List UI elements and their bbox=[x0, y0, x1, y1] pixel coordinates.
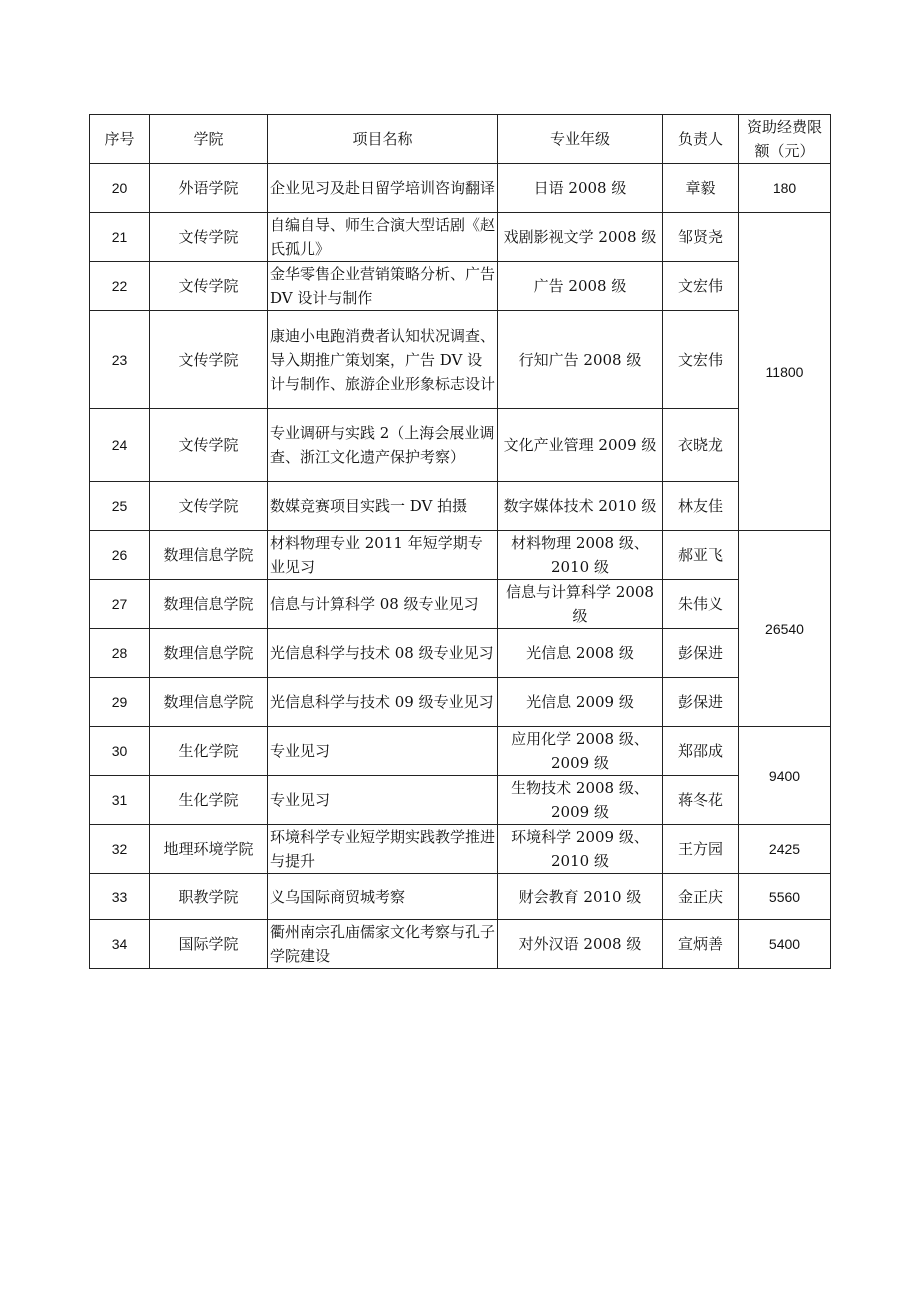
cell-major: 环境科学 2009 级、2010 级 bbox=[498, 825, 663, 874]
cell-major: 应用化学 2008 级、2009 级 bbox=[498, 727, 663, 776]
cell-project: 义乌国际商贸城考察 bbox=[268, 874, 498, 920]
cell-college: 文传学院 bbox=[150, 482, 268, 531]
table-row bbox=[90, 262, 831, 311]
table-row bbox=[90, 213, 831, 262]
cell-college: 国际学院 bbox=[150, 920, 268, 969]
cell-project: 材料物理专业 2011 年短学期专业见习 bbox=[268, 531, 498, 580]
cell-major: 光信息 2009 级 bbox=[498, 678, 663, 727]
cell-major: 信息与计算科学 2008 级 bbox=[498, 580, 663, 629]
cell-no: 29 bbox=[90, 678, 150, 727]
cell-major: 对外汉语 2008 级 bbox=[498, 920, 663, 969]
header-funding: 资助经费限额（元） bbox=[739, 115, 831, 164]
cell-leader: 章毅 bbox=[663, 164, 739, 213]
table-row bbox=[90, 678, 831, 727]
cell-no: 26 bbox=[90, 531, 150, 580]
cell-college: 职教学院 bbox=[150, 874, 268, 920]
table-row bbox=[90, 531, 831, 580]
cell-funding: 5400 bbox=[739, 920, 831, 969]
cell-project: 专业见习 bbox=[268, 727, 498, 776]
table-row bbox=[90, 727, 831, 776]
cell-project: 专业见习 bbox=[268, 776, 498, 825]
cell-project: 金华零售企业营销策略分析、广告 DV 设计与制作 bbox=[268, 262, 498, 311]
header-leader: 负责人 bbox=[663, 115, 739, 164]
cell-no: 22 bbox=[90, 262, 150, 311]
cell-leader: 金正庆 bbox=[663, 874, 739, 920]
cell-funding: 2425 bbox=[739, 825, 831, 874]
table-row bbox=[90, 580, 831, 629]
cell-project: 光信息科学与技术 09 级专业见习 bbox=[268, 678, 498, 727]
cell-major: 光信息 2008 级 bbox=[498, 629, 663, 678]
funding-table bbox=[89, 114, 831, 969]
cell-project: 环境科学专业短学期实践教学推进与提升 bbox=[268, 825, 498, 874]
cell-leader: 邹贤尧 bbox=[663, 213, 739, 262]
table-row bbox=[90, 164, 831, 213]
cell-major: 广告 2008 级 bbox=[498, 262, 663, 311]
cell-funding: 5560 bbox=[739, 874, 831, 920]
cell-college: 数理信息学院 bbox=[150, 531, 268, 580]
cell-no: 21 bbox=[90, 213, 150, 262]
cell-college: 文传学院 bbox=[150, 213, 268, 262]
cell-leader: 衣晓龙 bbox=[663, 409, 739, 482]
cell-leader: 文宏伟 bbox=[663, 262, 739, 311]
cell-project: 信息与计算科学 08 级专业见习 bbox=[268, 580, 498, 629]
cell-funding: 180 bbox=[739, 164, 831, 213]
header-project: 项目名称 bbox=[268, 115, 498, 164]
table-row bbox=[90, 409, 831, 482]
cell-no: 25 bbox=[90, 482, 150, 531]
cell-no: 31 bbox=[90, 776, 150, 825]
cell-funding: 9400 bbox=[739, 727, 831, 825]
cell-project: 专业调研与实践 2（上海会展业调查、浙江文化遗产保护考察） bbox=[268, 409, 498, 482]
cell-college: 文传学院 bbox=[150, 262, 268, 311]
cell-major: 财会教育 2010 级 bbox=[498, 874, 663, 920]
table-row bbox=[90, 825, 831, 874]
cell-major: 日语 2008 级 bbox=[498, 164, 663, 213]
cell-major: 文化产业管理 2009 级 bbox=[498, 409, 663, 482]
cell-major: 数字媒体技术 2010 级 bbox=[498, 482, 663, 531]
cell-funding: 11800 bbox=[739, 213, 831, 531]
cell-no: 27 bbox=[90, 580, 150, 629]
cell-no: 30 bbox=[90, 727, 150, 776]
table-row bbox=[90, 629, 831, 678]
header-row bbox=[90, 115, 831, 164]
cell-no: 20 bbox=[90, 164, 150, 213]
cell-project: 康迪小电跑消费者认知状况调查、导入期推广策划案，广告 DV 设计与制作、旅游企业形象标志设计 bbox=[268, 311, 498, 409]
header-college: 学院 bbox=[150, 115, 268, 164]
cell-no: 28 bbox=[90, 629, 150, 678]
cell-leader: 彭保进 bbox=[663, 629, 739, 678]
cell-college: 数理信息学院 bbox=[150, 580, 268, 629]
cell-college: 数理信息学院 bbox=[150, 678, 268, 727]
cell-leader: 郝亚飞 bbox=[663, 531, 739, 580]
cell-leader: 王方园 bbox=[663, 825, 739, 874]
cell-no: 32 bbox=[90, 825, 150, 874]
table-row bbox=[90, 874, 831, 920]
cell-leader: 蒋冬花 bbox=[663, 776, 739, 825]
cell-project: 自编自导、师生合演大型话剧《赵氏孤儿》 bbox=[268, 213, 498, 262]
cell-college: 文传学院 bbox=[150, 409, 268, 482]
cell-project: 数媒竞赛项目实践一 DV 拍摄 bbox=[268, 482, 498, 531]
cell-no: 23 bbox=[90, 311, 150, 409]
cell-no: 34 bbox=[90, 920, 150, 969]
table-row bbox=[90, 920, 831, 969]
cell-leader: 郑邵成 bbox=[663, 727, 739, 776]
cell-project: 光信息科学与技术 08 级专业见习 bbox=[268, 629, 498, 678]
table-row bbox=[90, 311, 831, 409]
cell-leader: 彭保进 bbox=[663, 678, 739, 727]
cell-major: 戏剧影视文学 2008 级 bbox=[498, 213, 663, 262]
cell-leader: 文宏伟 bbox=[663, 311, 739, 409]
cell-college: 文传学院 bbox=[150, 311, 268, 409]
cell-leader: 朱伟义 bbox=[663, 580, 739, 629]
cell-leader: 林友佳 bbox=[663, 482, 739, 531]
table-row bbox=[90, 482, 831, 531]
table-row bbox=[90, 776, 831, 825]
cell-no: 33 bbox=[90, 874, 150, 920]
cell-college: 数理信息学院 bbox=[150, 629, 268, 678]
cell-major: 生物技术 2008 级、2009 级 bbox=[498, 776, 663, 825]
cell-leader: 宣炳善 bbox=[663, 920, 739, 969]
cell-major: 行知广告 2008 级 bbox=[498, 311, 663, 409]
cell-major: 材料物理 2008 级、2010 级 bbox=[498, 531, 663, 580]
cell-college: 地理环境学院 bbox=[150, 825, 268, 874]
cell-project: 企业见习及赴日留学培训咨询翻译 bbox=[268, 164, 498, 213]
cell-funding: 26540 bbox=[739, 531, 831, 727]
cell-college: 生化学院 bbox=[150, 776, 268, 825]
cell-no: 24 bbox=[90, 409, 150, 482]
header-no: 序号 bbox=[90, 115, 150, 164]
cell-college: 生化学院 bbox=[150, 727, 268, 776]
cell-project: 衢州南宗孔庙儒家文化考察与孔子学院建设 bbox=[268, 920, 498, 969]
cell-college: 外语学院 bbox=[150, 164, 268, 213]
header-major: 专业年级 bbox=[498, 115, 663, 164]
